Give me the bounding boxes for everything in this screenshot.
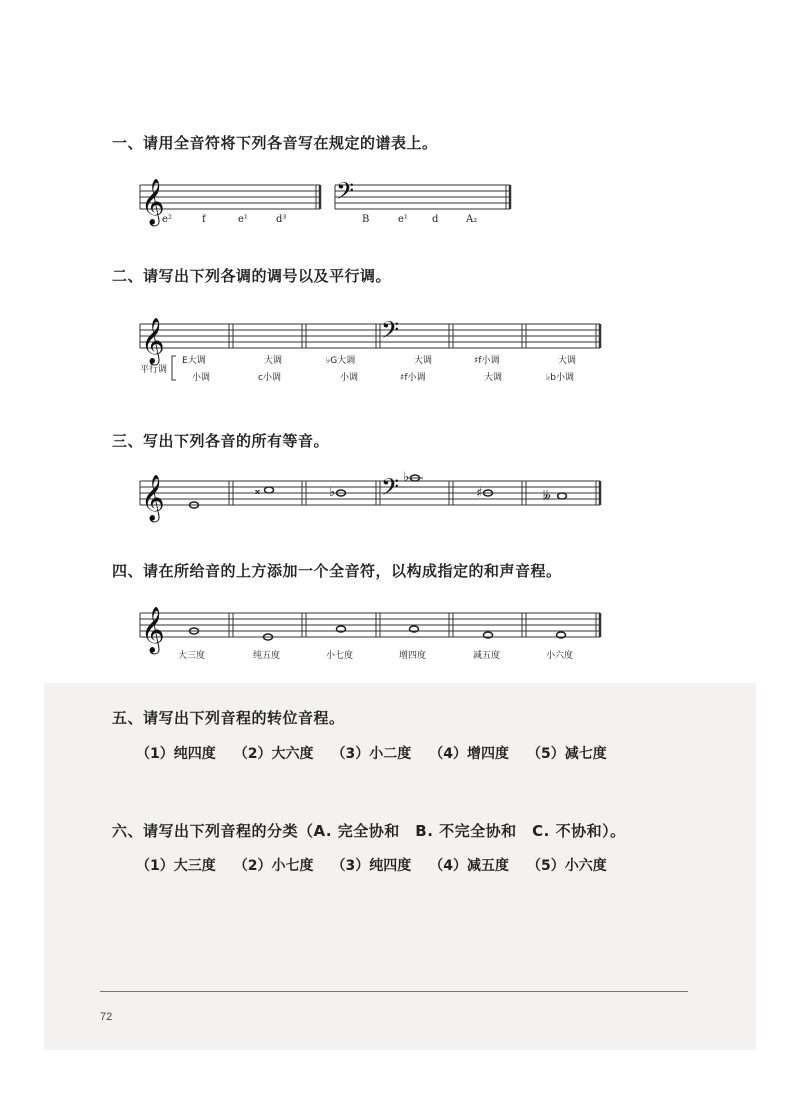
accidental: ♭ [403, 470, 410, 485]
key-top: ♯f小调 [474, 356, 500, 366]
accidental: 𝄪 [255, 484, 260, 497]
section-2-title: 二、请写出下列各调的调号以及平行调。 [112, 267, 392, 285]
key-bottom: 小调 [340, 373, 359, 383]
accidental: ♯ [476, 486, 483, 501]
bass-clef-icon: 𝄢 [381, 316, 400, 349]
key-bottom: c小调 [258, 373, 281, 383]
list-item: （4）减五度 [429, 858, 509, 874]
list-item: （1）纯四度 [136, 746, 216, 762]
interval-label: 小七度 [326, 651, 354, 661]
key-bottom: 小调 [192, 373, 211, 383]
key-top: E大调 [182, 356, 206, 366]
footer-rule [100, 991, 688, 992]
key-top: 大调 [264, 356, 283, 366]
note-label: d [432, 214, 439, 225]
note-label: B [362, 214, 370, 225]
treble-clef-icon: 𝄞 [141, 475, 165, 521]
section-5-title: 五、请写出下列音程的转位音程。 [112, 709, 345, 727]
note-label: d³ [276, 214, 287, 225]
key-bottom: ♯f小调 [400, 373, 426, 383]
section-5-items [136, 743, 625, 763]
note-label: e² [162, 214, 172, 225]
treble-clef-icon: 𝄞 [141, 318, 165, 364]
page-number: 72 [100, 1011, 113, 1023]
section-4-title: 四、请在所给音的上方添加一个全音符，以构成指定的和声音程。 [112, 562, 562, 580]
parallel-key-label: 平行调 [140, 365, 168, 375]
list-item: （4）增四度 [429, 746, 509, 762]
treble-clef-icon: 𝄞 [141, 607, 165, 653]
note-label: e¹ [398, 214, 408, 225]
interval-label: 小六度 [546, 651, 574, 661]
section-3-title: 三、写出下列各音的所有等音。 [112, 432, 330, 450]
section-6-title: 六、请写出下列音程的分类（A. 完全协和 B. 不完全协和 C. 不协和）。 [112, 822, 626, 840]
list-item: （5）减七度 [527, 746, 607, 762]
section-1-title: 一、请用全音符将下列各音写在规定的谱表上。 [112, 134, 438, 152]
list-item: （2）小七度 [233, 858, 314, 874]
note-label: f [202, 214, 206, 225]
bass-clef-icon: 𝄢 [336, 177, 355, 210]
interval-label: 大三度 [178, 651, 206, 661]
section-6-items [136, 855, 625, 875]
accidental: 𝄫 [543, 489, 551, 504]
interval-label: 减五度 [473, 651, 501, 661]
list-item: （1）大三度 [136, 858, 216, 874]
list-item: （2）大六度 [233, 746, 314, 762]
interval-label: 增四度 [399, 651, 427, 661]
interval-label: 纯五度 [253, 651, 281, 661]
accidental: ♭ [329, 485, 336, 500]
note-label: e¹ [238, 214, 248, 225]
list-item: （3）纯四度 [331, 858, 412, 874]
key-top: ♭G大调 [326, 356, 356, 366]
list-item: （5）小六度 [527, 858, 607, 874]
treble-clef-icon: 𝄞 [141, 179, 165, 225]
key-bottom: ♭b小调 [546, 373, 574, 383]
key-top: 大调 [558, 356, 577, 366]
key-top: 大调 [414, 356, 433, 366]
note-label: A₂ [466, 214, 478, 225]
key-bottom: 大调 [484, 373, 503, 383]
list-item: （3）小二度 [331, 746, 412, 762]
bass-clef-icon: 𝄢 [381, 473, 400, 506]
